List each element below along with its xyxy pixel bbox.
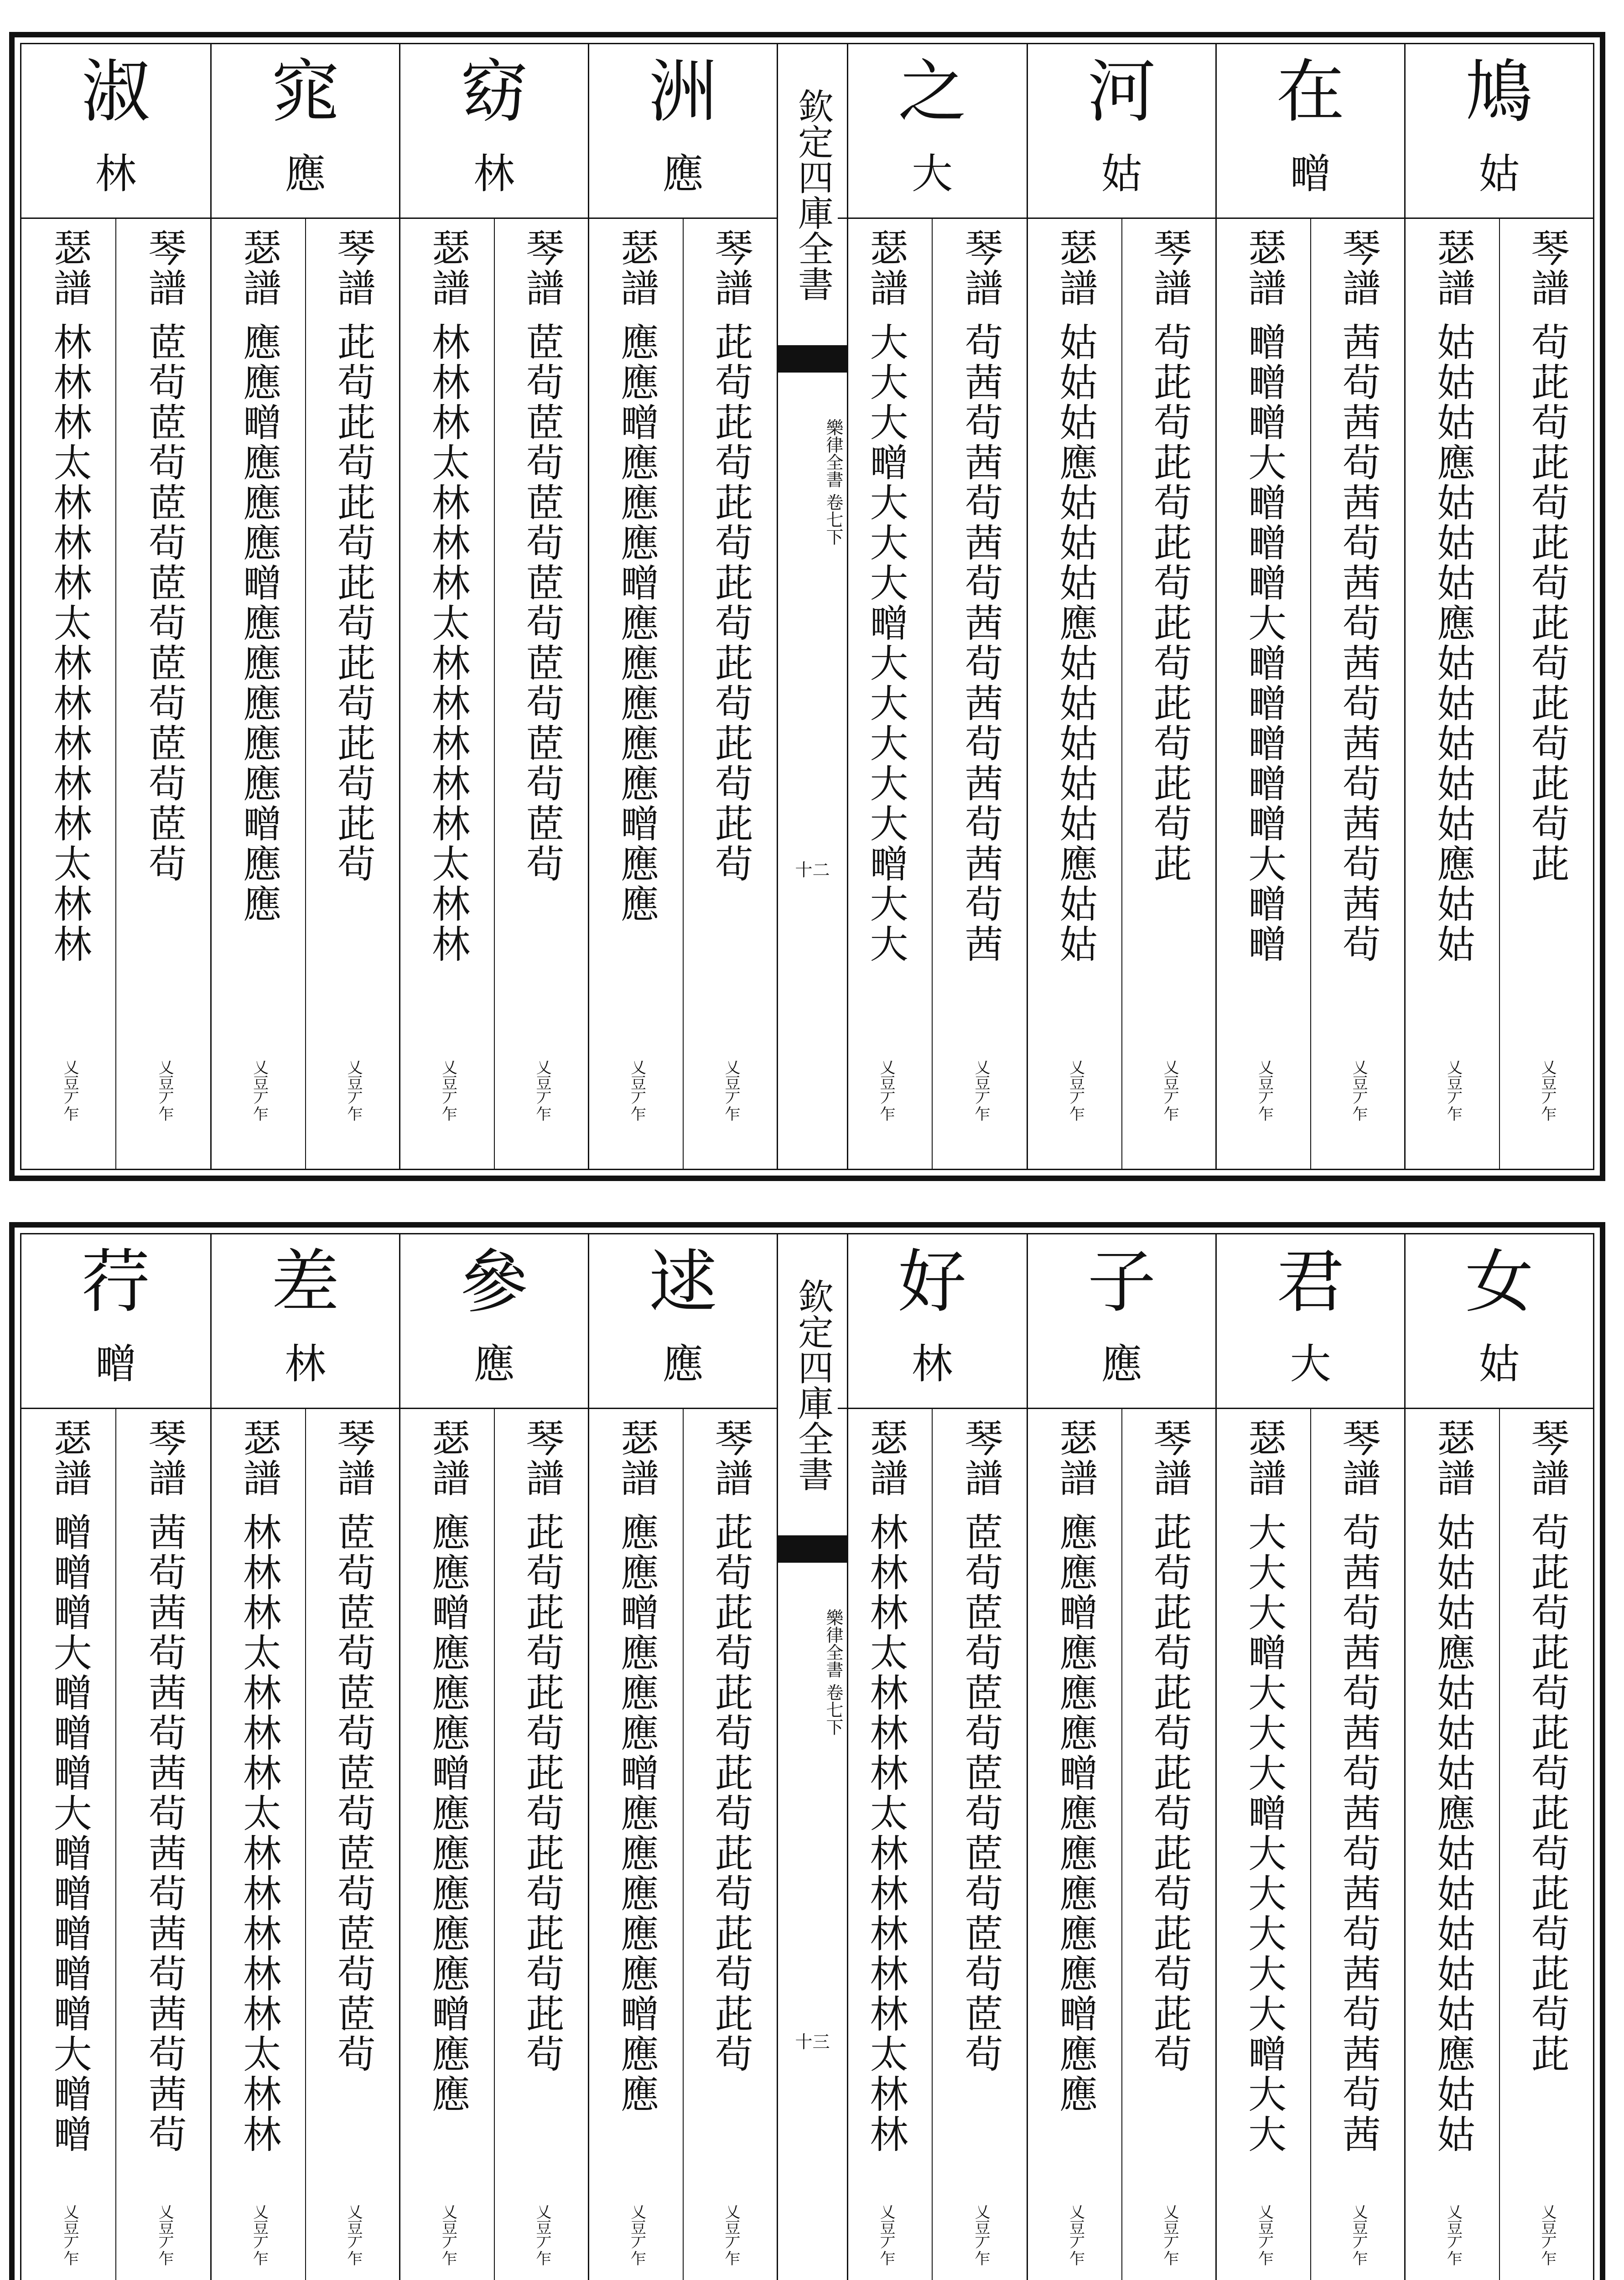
se-notation: 瑟譜 姑姑姑應姑姑姑應姑姑姑姑姑應姑姑 [1053, 228, 1098, 964]
column-footnote: 乂豆丆乍 [1444, 2204, 1463, 2266]
se-column [212, 1409, 305, 2280]
column-footnote: 乂豆丆乍 [1161, 2204, 1179, 2266]
pitch-note: 應 [662, 150, 704, 198]
se-notation: 瑟譜 㽪㽪㽪大㽪㽪㽪大㽪㽪㽪㽪㽪大㽪㽪 [47, 1418, 92, 2155]
se-notation: 瑟譜 林林林太林林林太林林林林林太林林 [47, 228, 92, 964]
group-header [589, 44, 777, 219]
qin-column [1310, 1409, 1405, 2280]
lyric-group [588, 44, 777, 1169]
qin-column [494, 1409, 588, 2280]
qin-notation: 琴譜 茈茍茈茍茈茍茈茍茈茍茈茍茈茍 [709, 228, 753, 884]
page-number: 十二 [795, 860, 830, 880]
column-footnote: 乂豆丆乍 [344, 2204, 363, 2266]
pitch-note: 應 [473, 1340, 515, 1388]
notation-columns [838, 1409, 1027, 2280]
se-column [1217, 1409, 1310, 2280]
group-header [400, 44, 588, 219]
group-header [1217, 1234, 1404, 1409]
pitch-note: 應 [662, 1340, 704, 1388]
column-footnote: 乂豆丆乍 [439, 1059, 457, 1121]
se-notation: 瑟譜 應應㽪應應應㽪應應應應應㽪應應 [237, 228, 282, 924]
book-title: 欽定四庫全書 [792, 1278, 833, 1492]
pitch-note: 姑 [1479, 1340, 1520, 1388]
qin-notation: 琴譜 茍茈茍茈茍茈茍茈茍茈茍茈茍茈 [1525, 228, 1570, 884]
qin-notation: 琴譜 茝茍茝茍茝茍茝茍茝茍茝茍茝茍 [520, 228, 565, 884]
lyric-group [210, 44, 399, 1169]
column-footnote: 乂豆丆乍 [1349, 1059, 1368, 1121]
qin-column [305, 1409, 400, 2280]
notation-columns [212, 1409, 399, 2280]
column-footnote: 乂豆丆乍 [877, 1059, 895, 1121]
se-column [589, 1409, 683, 2280]
qin-column [115, 219, 210, 1169]
se-column [1028, 219, 1121, 1169]
se-column [1406, 219, 1499, 1169]
lyric-group [838, 1234, 1027, 2280]
notation-columns [589, 1409, 777, 2280]
group-header [21, 44, 210, 219]
pitch-note: 大 [912, 150, 953, 198]
qin-column [1121, 219, 1216, 1169]
qin-column [683, 1409, 777, 2280]
column-footnote: 乂豆丆乍 [1066, 1059, 1085, 1121]
se-column [21, 1409, 115, 2280]
qin-notation: 琴譜 茈茍茈茍茈茍茈茍茈茍茈茍茈茍 [331, 228, 376, 884]
lyric-character: 之 [898, 52, 966, 132]
group-header [589, 1234, 777, 1409]
lyric-character: 窕 [271, 52, 340, 132]
column-footnote: 乂豆丆乍 [1538, 1059, 1557, 1121]
group-header [1406, 44, 1593, 219]
column-footnote: 乂豆丆乍 [628, 1059, 646, 1121]
qin-notation: 琴譜 茍茜茍茜茍茜茍茜茍茜茍茜茍茜茍茜 [959, 228, 1003, 964]
group-header [1028, 1234, 1215, 1409]
qin-notation: 琴譜 茝茍茝茍茝茍茝茍茝茍茝茍茝茍 [142, 228, 187, 884]
notation-columns [400, 1409, 588, 2280]
qin-notation: 琴譜 茝茍茝茍茝茍茝茍茝茍茝茍茝茍 [331, 1418, 376, 2074]
se-column [21, 219, 115, 1169]
qin-notation: 琴譜 茍茜茍茜茍茜茍茜茍茜茍茜茍茜茍茜 [1336, 1418, 1381, 2155]
lyric-character: 淑 [81, 52, 150, 132]
se-column [1217, 219, 1310, 1169]
lyric-character: 女 [1465, 1243, 1534, 1322]
pitch-note: 林 [912, 1340, 953, 1388]
pitch-note: 林 [473, 150, 515, 198]
se-notation: 瑟譜 姑姑姑應姑姑姑應姑姑姑姑姑應姑姑 [1431, 228, 1476, 964]
lower-page [9, 1222, 1605, 2280]
column-footnote: 乂豆丆乍 [1349, 2204, 1368, 2266]
se-column [838, 1409, 932, 2280]
qin-notation: 琴譜 茍茈茍茈茍茈茍茈茍茈茍茈茍茈 [1147, 228, 1192, 884]
lyric-character: 窈 [460, 52, 529, 132]
notation-columns [1028, 219, 1215, 1169]
notation-columns [212, 219, 399, 1169]
column-footnote: 乂豆丆乍 [156, 2204, 174, 2266]
group-header [212, 1234, 399, 1409]
column-footnote: 乂豆丆乍 [250, 1059, 269, 1121]
column-footnote: 乂豆丆乍 [1161, 1059, 1179, 1121]
volume-label: 樂律全書 卷七下 [823, 418, 843, 546]
column-footnote: 乂豆丆乍 [722, 1059, 740, 1121]
se-column [400, 1409, 494, 2280]
column-footnote: 乂豆丆乍 [722, 2204, 740, 2266]
pitch-note: 林 [285, 1340, 326, 1388]
qin-notation: 琴譜 茍茈茍茈茍茈茍茈茍茈茍茈茍茈 [1525, 1418, 1570, 2074]
notation-columns [1217, 219, 1404, 1169]
pitch-note: 大 [1290, 1340, 1331, 1388]
lyric-character: 河 [1087, 52, 1156, 132]
notation-columns [1028, 1409, 1215, 2280]
column-footnote: 乂豆丆乍 [972, 2204, 990, 2266]
qin-column [494, 219, 588, 1169]
se-column [400, 219, 494, 1169]
group-header [1406, 1234, 1593, 1409]
notation-columns [21, 1409, 210, 2280]
se-column [589, 219, 683, 1169]
lyric-character: 在 [1276, 52, 1345, 132]
lyric-group [1404, 44, 1593, 1169]
upper-page-frame [20, 43, 1594, 1170]
lyric-group [1404, 1234, 1593, 2280]
qin-notation: 琴譜 茜茍茜茍茜茍茜茍茜茍茜茍茜茍茜茍 [1336, 228, 1381, 964]
qin-column [932, 1409, 1027, 2280]
qin-notation: 琴譜 茈茍茈茍茈茍茈茍茈茍茈茍茈茍 [1147, 1418, 1192, 2074]
se-notation: 瑟譜 應應㽪應應應㽪應應應應應㽪應應 [614, 228, 659, 924]
se-notation: 瑟譜 林林林太林林林太林林林林林太林林 [864, 1418, 908, 2155]
pitch-note: 應 [285, 150, 326, 198]
lyric-character: 鳩 [1465, 52, 1534, 132]
lyric-group [838, 44, 1027, 1169]
notation-columns [589, 219, 777, 1169]
se-notation: 瑟譜 應應㽪應應應㽪應應應應應㽪應應 [1053, 1418, 1098, 2114]
upper-left-half [21, 44, 777, 1169]
qin-column [683, 219, 777, 1169]
book-title: 欽定四庫全書 [792, 88, 833, 301]
lyric-character: 逑 [649, 1243, 717, 1322]
qin-notation: 琴譜 茈茍茈茍茈茍茈茍茈茍茈茍茈茍 [520, 1418, 565, 2074]
pitch-note: 姑 [1101, 150, 1142, 198]
upper-center-margin [777, 44, 848, 1169]
lyric-group [1215, 1234, 1404, 2280]
notation-columns [1406, 219, 1593, 1169]
se-column [838, 219, 932, 1169]
column-footnote: 乂豆丆乍 [1255, 2204, 1274, 2266]
lyric-group [21, 1234, 210, 2280]
lyric-group [1027, 44, 1215, 1169]
column-footnote: 乂豆丆乍 [61, 1059, 79, 1121]
notation-columns [838, 219, 1027, 1169]
column-footnote: 乂豆丆乍 [628, 2204, 646, 2266]
pitch-note: 應 [1101, 1340, 1142, 1388]
column-footnote: 乂豆丆乍 [344, 1059, 363, 1121]
column-footnote: 乂豆丆乍 [250, 2204, 269, 2266]
pitch-note: 㽪 [95, 1340, 136, 1388]
pitch-note: 林 [95, 150, 136, 198]
lyric-group [1215, 44, 1404, 1169]
notation-columns [1406, 1409, 1593, 2280]
lyric-group [21, 44, 210, 1169]
lyric-character: 好 [898, 1243, 966, 1322]
qin-column [1499, 219, 1593, 1169]
lyric-group [399, 1234, 588, 2280]
column-footnote: 乂豆丆乍 [1255, 1059, 1274, 1121]
notation-columns [1217, 1409, 1404, 2280]
se-notation: 瑟譜 大大大㽪大大大㽪大大大大大㽪大大 [864, 228, 908, 964]
column-footnote: 乂豆丆乍 [439, 2204, 457, 2266]
upper-right-half [838, 44, 1593, 1169]
se-notation: 瑟譜 林林林太林林林太林林林林林太林林 [425, 228, 471, 964]
se-notation: 瑟譜 㽪㽪㽪大㽪㽪㽪大㽪㽪㽪㽪㽪大㽪㽪 [1242, 228, 1287, 964]
qin-column [115, 1409, 210, 2280]
se-notation: 瑟譜 林林林太林林林太林林林林林太林林 [237, 1418, 282, 2155]
fish-tail-mark [778, 345, 847, 373]
lyric-group [399, 44, 588, 1169]
qin-column [1310, 219, 1405, 1169]
lyric-character: 參 [460, 1243, 529, 1322]
qin-column [1121, 1409, 1216, 2280]
column-footnote: 乂豆丆乍 [156, 1059, 174, 1121]
se-notation: 瑟譜 姑姑姑應姑姑姑應姑姑姑姑姑應姑姑 [1431, 1418, 1476, 2155]
pitch-note: 㽪 [1290, 150, 1331, 198]
qin-column [1499, 1409, 1593, 2280]
column-footnote: 乂豆丆乍 [61, 2204, 79, 2266]
column-footnote: 乂豆丆乍 [877, 2204, 895, 2266]
lyric-character: 洲 [649, 52, 717, 132]
notation-columns [21, 219, 210, 1169]
se-column [212, 219, 305, 1169]
column-footnote: 乂豆丆乍 [1066, 2204, 1085, 2266]
qin-notation: 琴譜 茜茍茜茍茜茍茜茍茜茍茜茍茜茍茜茍 [142, 1418, 187, 2155]
page-number: 十三 [795, 2032, 830, 2052]
group-header [400, 1234, 588, 1409]
qin-column [305, 219, 400, 1169]
se-notation: 瑟譜 應應㽪應應應㽪應應應應應㽪應應 [425, 1418, 471, 2114]
se-notation: 瑟譜 應應㽪應應應㽪應應應應應㽪應應 [614, 1418, 659, 2114]
lyric-character: 荇 [81, 1243, 150, 1322]
qin-notation: 琴譜 茝茍茝茍茝茍茝茍茝茍茝茍茝茍 [959, 1418, 1003, 2074]
group-header [1028, 44, 1215, 219]
lyric-group [210, 1234, 399, 2280]
group-header [1217, 44, 1404, 219]
lyric-character: 君 [1276, 1243, 1345, 1322]
lower-center-margin [777, 1234, 848, 2280]
column-footnote: 乂豆丆乍 [1538, 2204, 1557, 2266]
column-footnote: 乂豆丆乍 [972, 1059, 990, 1121]
qin-notation: 琴譜 茈茍茈茍茈茍茈茍茈茍茈茍茈茍 [709, 1418, 753, 2074]
lyric-character: 差 [271, 1243, 340, 1322]
volume-label: 樂律全書 卷七下 [823, 1608, 843, 1736]
group-header [838, 44, 1027, 219]
lower-page-frame [20, 1233, 1594, 2280]
column-footnote: 乂豆丆乍 [533, 1059, 551, 1121]
lyric-group [588, 1234, 777, 2280]
qin-column [932, 219, 1027, 1169]
se-notation: 瑟譜 大大大㽪大大大㽪大大大大大㽪大大 [1242, 1418, 1287, 2155]
notation-columns [400, 219, 588, 1169]
column-footnote: 乂豆丆乍 [1444, 1059, 1463, 1121]
se-column [1028, 1409, 1121, 2280]
group-header [212, 44, 399, 219]
se-column [1406, 1409, 1499, 2280]
column-footnote: 乂豆丆乍 [533, 2204, 551, 2266]
lyric-character: 子 [1087, 1243, 1156, 1322]
lower-right-half [838, 1234, 1593, 2280]
lower-left-half [21, 1234, 777, 2280]
fish-tail-mark [778, 1535, 847, 1563]
upper-page [9, 32, 1605, 1181]
lyric-group [1027, 1234, 1215, 2280]
group-header [838, 1234, 1027, 1409]
group-header [21, 1234, 210, 1409]
pitch-note: 姑 [1479, 150, 1520, 198]
